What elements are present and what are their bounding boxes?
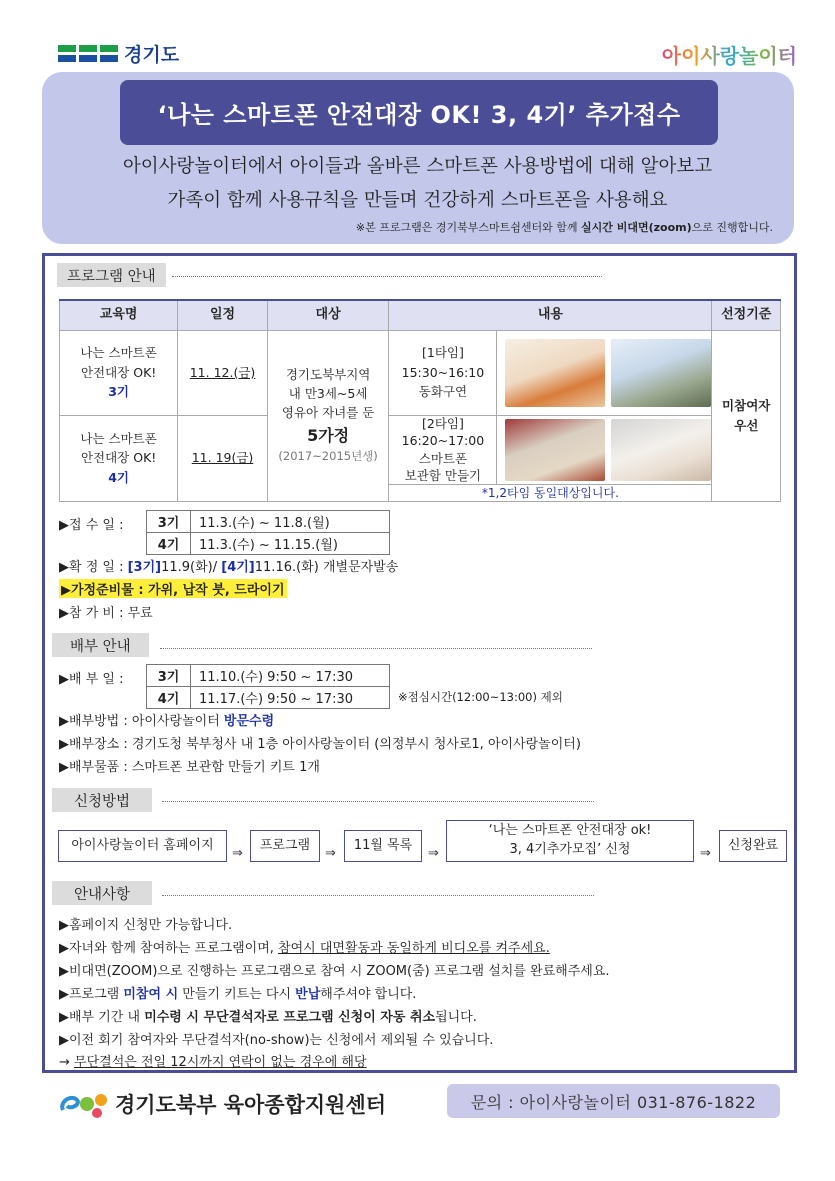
divider [160, 648, 592, 649]
program-table [59, 299, 781, 502]
content-cell-1: [1타임] 15:30~16:10 동화구연 [389, 330, 712, 415]
classroom-photo [611, 339, 711, 407]
table-row: 4기 11.17.(수) 9:50 ~ 17:30 [147, 687, 390, 709]
lunch-note: ※점심시간(12:00~13:00) 제외 [398, 690, 563, 704]
notice-item: ▶비대면(ZOOM)으로 진행하는 프로그램으로 참여 시 ZOOM(줌) 프로그램 설치를 완료해주세요. [59, 964, 610, 979]
col-header: 대상 [267, 300, 389, 330]
table-header-row [60, 300, 781, 330]
col-header: 일정 [178, 300, 268, 330]
flow-arrow: ⇒ [700, 846, 711, 861]
program-name-cell: 나는 스마트폰 안전대장 OK! 4기 [60, 415, 178, 501]
col-header: 선정기준 [712, 300, 781, 330]
table-row [60, 330, 781, 415]
storage-box-photo [505, 419, 605, 481]
notice-item: → 무단결석은 전일 12시까지 연락이 없는 경우에 해당 [59, 1055, 367, 1070]
fee: ▶참 가 비 : 무료 [59, 606, 153, 621]
target-cell: 경기도북부지역 내 만3세~5세 영유아 자녀를 둔 5가정 (2017~2015년생) [267, 330, 389, 501]
gyeonggi-logo [58, 40, 179, 67]
distribution-label: ▶배 부 일 : [59, 672, 124, 687]
program-name-cell: 나는 스마트폰 안전대장 OK! 3기 [60, 330, 178, 415]
intro-line-2: 가족이 함께 사용규칙을 만들며 건강하게 스마트폰을 사용해요 [167, 190, 668, 211]
apply-section-title: 신청방법 [52, 788, 152, 812]
receipt-table [146, 510, 390, 555]
confirm-date: ▶확 정 일 : [3기]11.9(화)/ [4기]11.16.(화) 개별문자발송 [59, 560, 399, 575]
distribution-table [146, 664, 390, 709]
notice-item: ▶자녀와 함께 참여하는 프로그램이며, 참여시 대면활동과 동일하게 비디오를 켜주세요. [59, 941, 550, 956]
flow-arrow: ⇒ [325, 846, 336, 861]
table-row: 3기 11.10.(수) 9:50 ~ 17:30 [147, 665, 390, 687]
schedule-cell: 11. 19(금) [178, 415, 268, 501]
table-row: 3기 11.3.(수) ~ 11.8.(월) [147, 511, 390, 533]
notice-item: ▶프로그램 미참여 시 만들기 키트는 다시 반납해주셔야 합니다. [59, 987, 417, 1002]
table-row: 4기 11.3.(수) ~ 11.15.(월) [147, 533, 390, 555]
craft-box-photo [611, 419, 711, 481]
receipt-label: ▶접 수 일 : [59, 518, 124, 533]
criteria-cell: 미참여자 우선 [712, 330, 781, 501]
table-row [60, 415, 781, 501]
flow-step-program: 프로그램 [250, 830, 320, 862]
flow-arrow: ⇒ [428, 846, 439, 861]
home-supplies: ▶가정준비물 : 가위, 납작 붓, 드라이기 [59, 579, 287, 598]
flow-step-homepage: 아이사랑놀이터 홈페이지 [58, 830, 227, 862]
flow-step-november: 11월 목록 [344, 830, 422, 862]
center-logo [57, 1088, 386, 1120]
col-header: 내용 [389, 300, 712, 330]
divider [172, 276, 602, 277]
center-logo-mark [57, 1088, 109, 1120]
page-title: ‘나는 스마트폰 안전대장 OK! 3, 4기’ 추가접수 [120, 80, 718, 145]
zoom-note: ※본 프로그램은 경기북부스마트쉼센터와 함께 실시간 비대면(zoom)으로 진행합니다. [355, 221, 773, 234]
program-section-title: 프로그램 안내 [57, 263, 166, 287]
distribution-method: ▶배부방법 : 아이사랑놀이터 방문수령 [59, 714, 275, 729]
distribution-section-title: 배부 안내 [52, 633, 149, 657]
notice-item: ▶배부 기간 내 미수령 시 무단결석자로 프로그램 신청이 자동 취소됩니다. [59, 1010, 477, 1025]
notice-item: ▶홈페이지 신청만 가능합니다. [59, 918, 233, 933]
notice-item: ▶이전 회기 참여자와 무단결석자(no-show)는 신청에서 제외될 수 있습니다. [59, 1033, 494, 1048]
center-logo-text: 경기도북부 육아종합지원센터 [115, 1093, 387, 1117]
gyeonggi-logo-mark [58, 45, 118, 63]
gyeonggi-logo-text: 경기도 [124, 44, 180, 66]
brand-logo-text: 아이사랑놀이터 [662, 40, 797, 69]
storytelling-photo [505, 339, 605, 407]
col-header: 교육명 [60, 300, 178, 330]
content-cell-2: [2타임] 16:20~17:00 스마트폰 보관함 만들기 *1,2타임 동일대상입니다. [389, 415, 712, 501]
notice-section-title: 안내사항 [52, 881, 152, 905]
content-note: *1,2타임 동일대상입니다. [389, 484, 711, 501]
brand-logo [662, 40, 797, 69]
distribution-item: ▶배부물품 : 스마트폰 보관함 만들기 키트 1개 [59, 760, 320, 775]
distribution-place: ▶배부장소 : 경기도청 북부청사 내 1층 아이사랑놀이터 (의정부시 청사로1, 아이사랑놀이터) [59, 737, 581, 752]
flow-arrow: ⇒ [232, 846, 243, 861]
divider [162, 801, 594, 802]
flow-step-apply: ‘나는 스마트폰 안전대장 ok! 3, 4기추가모집’ 신청 [446, 820, 694, 862]
divider [162, 895, 594, 896]
contact-box: 문의 : 아이사랑놀이터 031-876-1822 [447, 1084, 780, 1118]
schedule-cell: 11. 12.(금) [178, 330, 268, 415]
flow-step-complete: 신청완료 [719, 830, 787, 862]
intro-line-1: 아이사랑놀이터에서 아이들과 올바른 스마트폰 사용방법에 대해 알아보고 [122, 156, 713, 177]
